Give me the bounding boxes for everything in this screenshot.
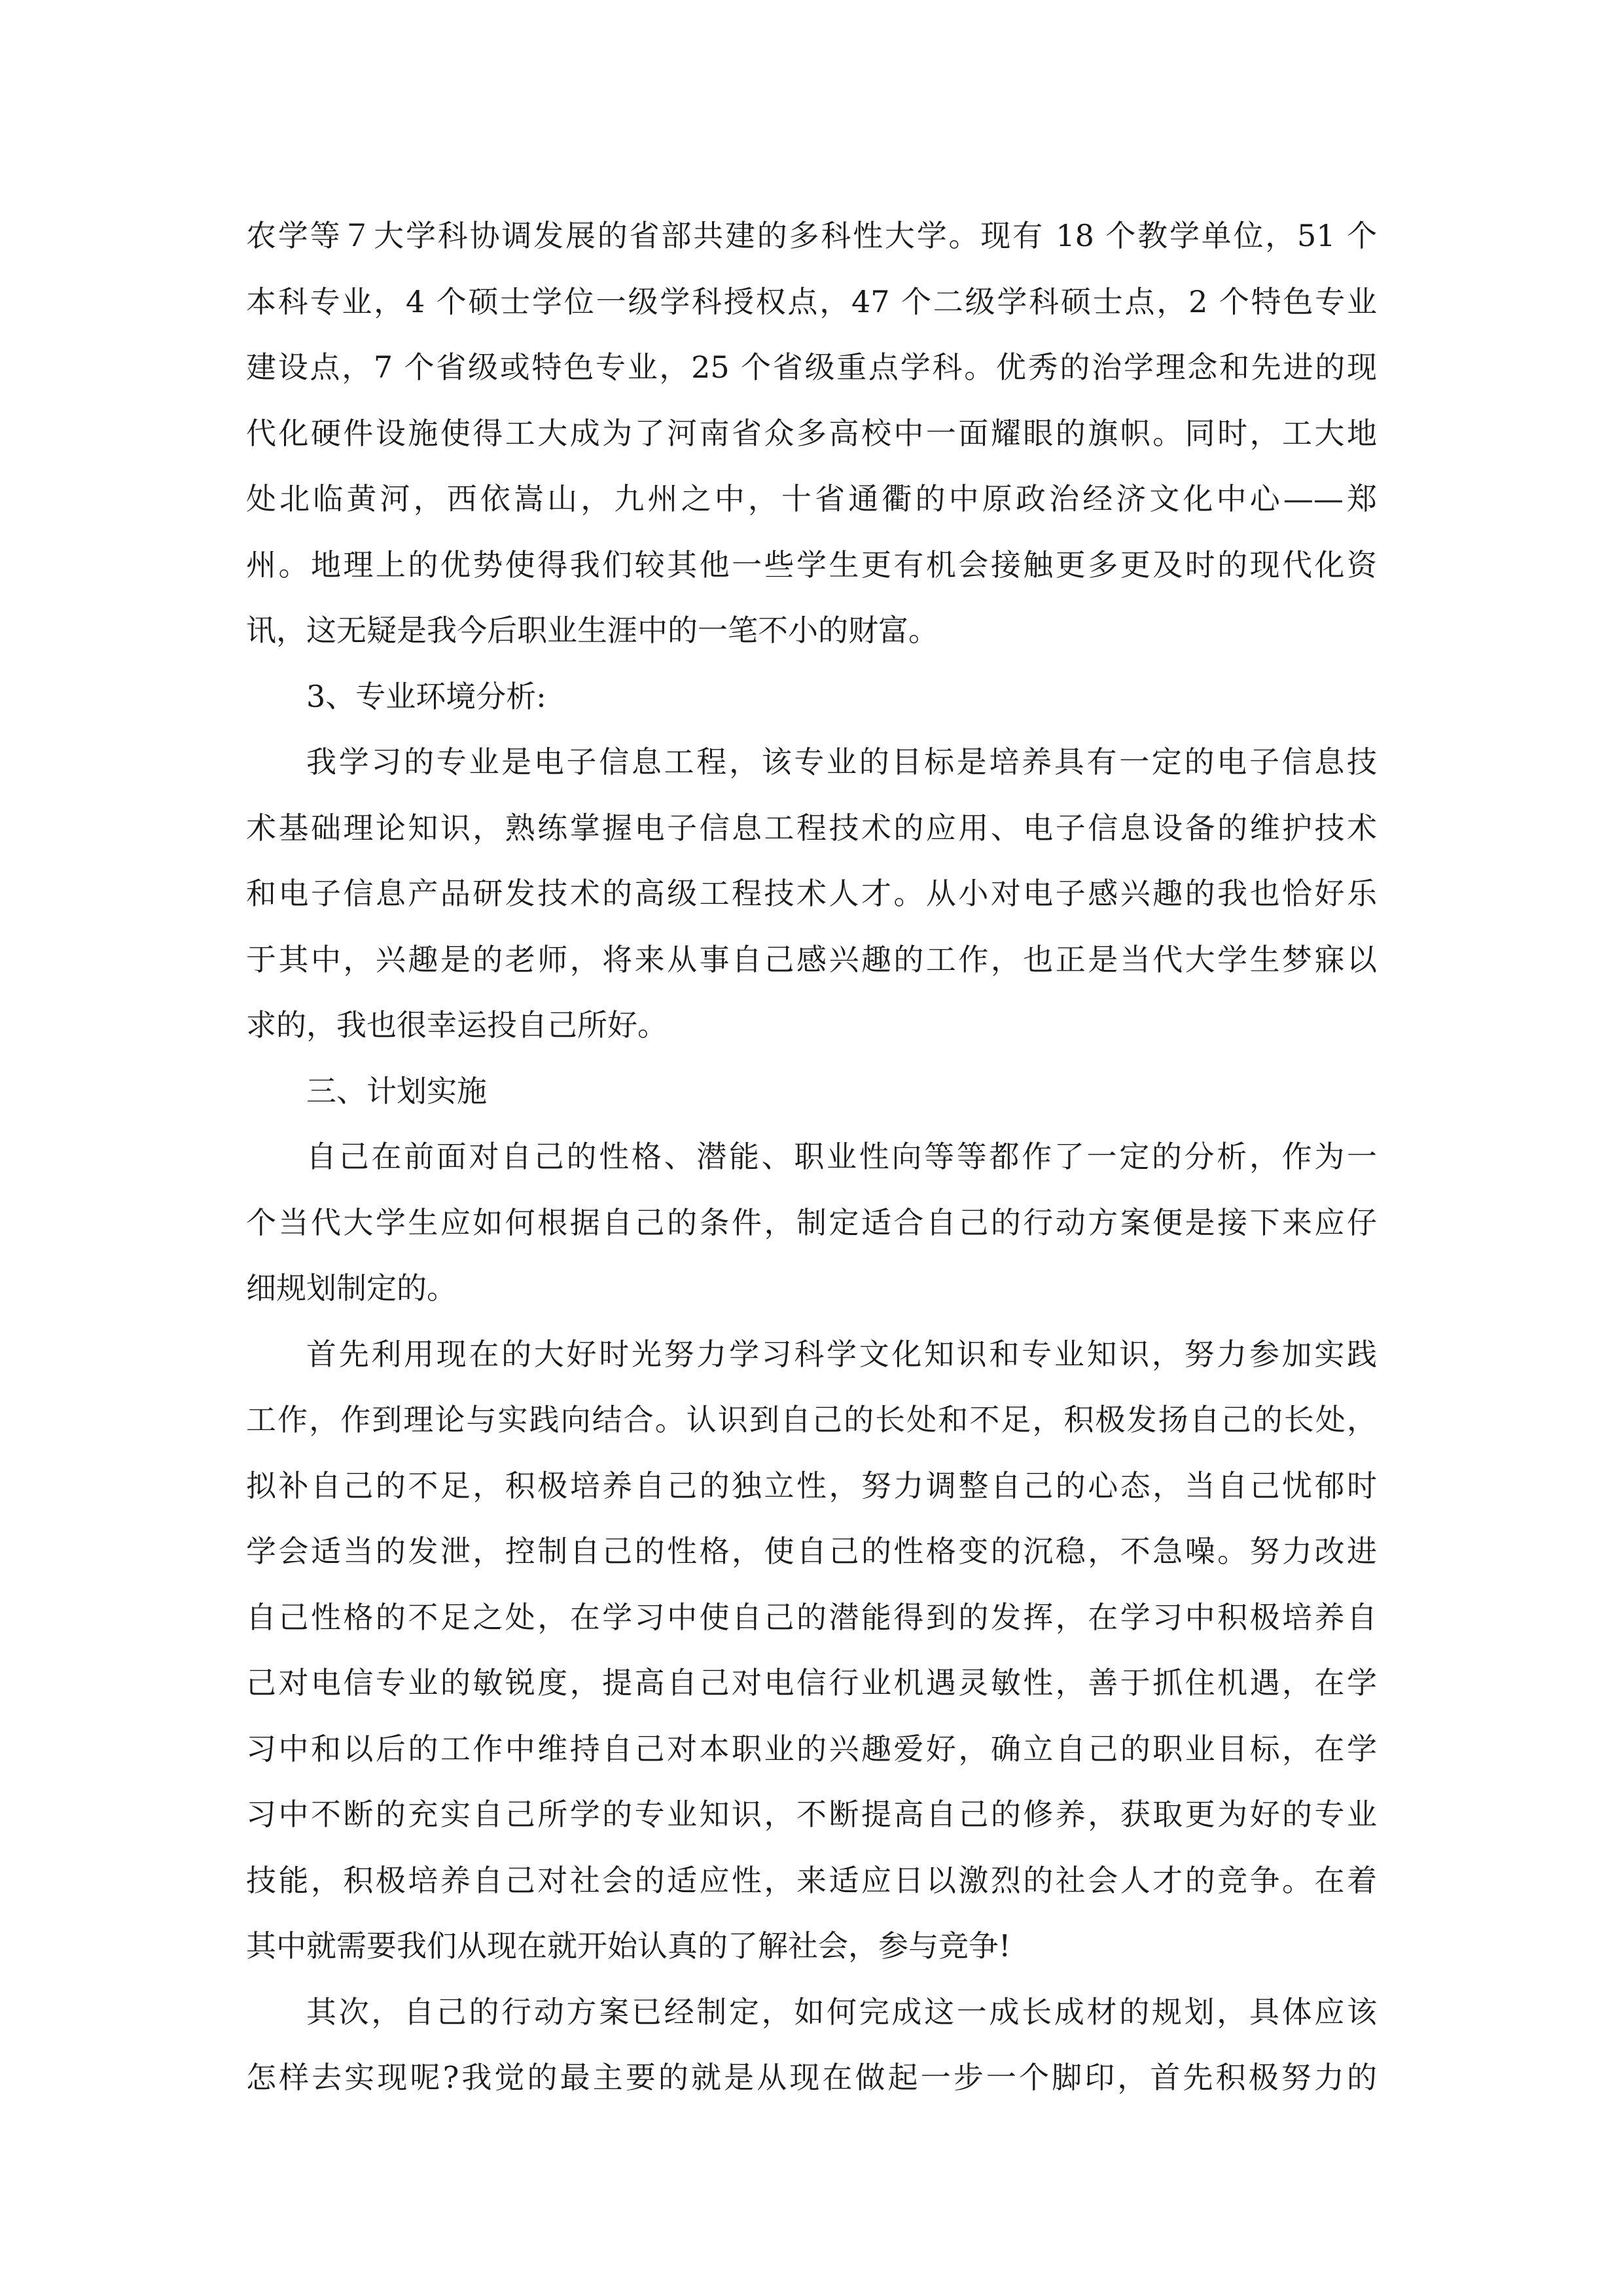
text-line: 我学习的专业是电子信息工程，该专业的目标是培养具有一定的电子信息技 bbox=[306, 744, 1377, 780]
text-line: 个当代大学生应如何根据自己的条件，制定适合自己的行动方案便是接下来应仔 bbox=[246, 1204, 1377, 1240]
paragraph-last-line: 其中就需要我们从现在就开始认真的了解社会，参与竞争! bbox=[246, 1928, 1011, 1964]
text-line: 农学等７大学科协调发展的省部共建的多科性大学。现有 18 个教学单位，51 个 bbox=[246, 218, 1377, 253]
body-text bbox=[246, 203, 1377, 2111]
text-line: 其次，自己的行动方案已经制定，如何完成这一成长成材的规划，具体应该 bbox=[306, 1994, 1377, 2030]
text-line: 州。地理上的优势使得我们较其他一些学生更有机会接触更多更及时的现代化资 bbox=[246, 547, 1377, 583]
text-line: 习中不断的充实自己所学的专业知识，不断提高自己的修养，获取更为好的专业 bbox=[246, 1797, 1377, 1832]
text-line: 技能，积极培养自己对社会的适应性，来适应日以激烈的社会人才的竞争。在着 bbox=[246, 1862, 1377, 1898]
text-line: 处北临黄河，西依嵩山，九州之中，十省通衢的中原政治经济文化中心——郑 bbox=[246, 481, 1377, 516]
text-line: 学会适当的发泄，控制自己的性格，使自己的性格变的沉稳，不急噪。努力改进 bbox=[246, 1534, 1377, 1569]
text-line: 术基础理论知识，熟练掌握电子信息工程技术的应用、电子信息设备的维护技术 bbox=[246, 810, 1377, 846]
paragraph-last-line: 细规划制定的。 bbox=[246, 1270, 457, 1306]
text-line: 自己性格的不足之处，在学习中使自己的潜能得到的发挥，在学习中积极培养自 bbox=[246, 1599, 1377, 1635]
text-line: 于其中，兴趣是的老师，将来从事自己感兴趣的工作，也正是当代大学生梦寐以 bbox=[246, 941, 1377, 977]
paragraph-last-line: 3、专业环境分析: bbox=[306, 678, 546, 714]
paragraph-last-line: 求的，我也很幸运投自己所好。 bbox=[246, 1007, 668, 1043]
paragraph-last-line: 讯，这无疑是我今后职业生涯中的一笔不小的财富。 bbox=[246, 613, 938, 648]
text-line: 和电子信息产品研发技术的高级工程技术人才。从小对电子感兴趣的我也恰好乐 bbox=[246, 876, 1377, 911]
text-line: 建设点，7 个省级或特色专业，25 个省级重点学科。优秀的治学理念和先进的现 bbox=[246, 350, 1377, 385]
text-line: 工作，作到理论与实践向结合。认识到自己的长处和不足，积极发扬自己的长处， bbox=[246, 1402, 1377, 1437]
text-line: 本科专业，4 个硕士学位一级学科授权点，47 个二级学科硕士点，2 个特色专业 bbox=[246, 283, 1377, 319]
text-line: 代化硬件设施使得工大成为了河南省众多高校中一面耀眼的旗帜。同时，工大地 bbox=[246, 415, 1377, 451]
text-line: 首先利用现在的大好时光努力学习科学文化知识和专业知识，努力参加实践 bbox=[306, 1336, 1377, 1372]
text-line: 自己在前面对自己的性格、潜能、职业性向等等都作了一定的分析，作为一 bbox=[306, 1139, 1377, 1174]
text-line: 己对电信专业的敏锐度，提高自己对电信行业机遇灵敏性，善于抓住机遇，在学 bbox=[246, 1665, 1377, 1700]
text-line: 拟补自己的不足，积极培养自己的独立性，努力调整自己的心态，当自己忧郁时 bbox=[246, 1467, 1377, 1503]
text-line: 习中和以后的工作中维持自己对本职业的兴趣爱好，确立自己的职业目标，在学 bbox=[246, 1731, 1377, 1767]
text-line: 怎样去实现呢?我觉的最主要的就是从现在做起一步一个脚印，首先积极努力的 bbox=[246, 2060, 1377, 2095]
paragraph-last-line: 三、计划实施 bbox=[306, 1073, 487, 1109]
